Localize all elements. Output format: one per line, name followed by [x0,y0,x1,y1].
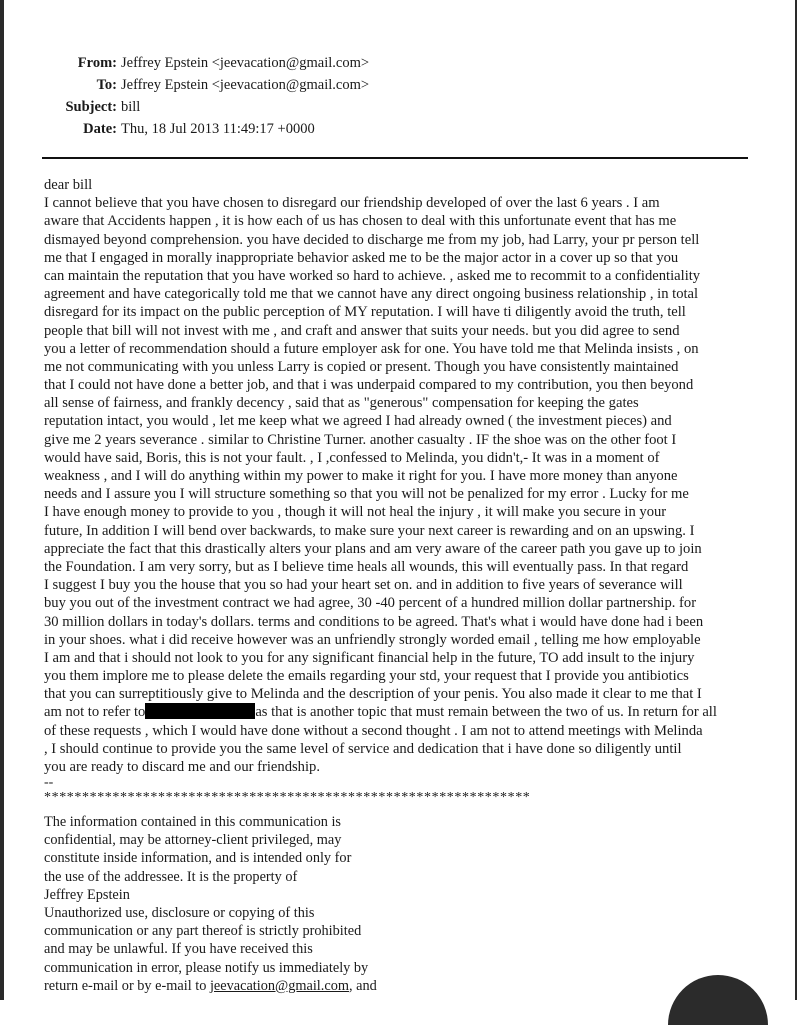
body-line: dear bill [44,177,93,193]
body-line-redacted [44,703,764,721]
date-label: Date: [83,121,117,137]
disclaimer-line: constitute inside information, and is intended only for [44,850,352,867]
disclaimer-line: communication or any part thereof is strictly prohibited [44,923,362,940]
date-row [0,118,420,140]
email-body [44,176,764,776]
body-line: I have enough money to provide to you , though it will not heal the injury , it will make you secure in your [44,504,667,521]
subject-row [0,96,420,118]
date-value: Thu, 18 Jul 2013 11:49:17 +0000 [121,121,315,137]
subject-label: Subject: [65,99,117,115]
disclaimer-text: , and [348,977,377,994]
body-line: I am and that i should not look to you for any significant financial help in the future, TO add insult to the injury [44,649,695,666]
body-line: in your shoes. what i did receive however was an unfriendly strongly worded email , telling me how employable [44,631,701,648]
from-label: From: [77,55,117,71]
header-divider [42,157,748,159]
confidentiality-disclaimer [44,813,464,995]
body-text-after-redaction: as that is another topic that must remain between the two of us. In return for all [255,704,717,721]
body-line: all sense of fairness, and frankly decency , said that as "generous" compensation for keeping the gates [44,395,639,412]
subject-value: bill [121,99,141,115]
left-border [0,0,4,1000]
body-line: aware that Accidents happen , it is how each of us has chosen to deal with this unfortunate event that has me [44,213,677,230]
to-value: Jeffrey Epstein <jeevacation@gmail.com> [121,77,370,93]
signature-separator: -- [44,775,54,790]
disclaimer-line: Unauthorized use, disclosure or copying of this [44,905,315,922]
body-line: buy you out of the investment contract we had agree, 30 -40 percent of a hundred million dollar partnership. for [44,595,697,612]
body-line: disregard for its impact on the public perception of MY reputation. I will have ti diligently avoid the truth, tell [44,304,686,321]
body-line: give me 2 years severance . similar to Christine Turner. another casualty . IF the shoe was on the other foot I [44,431,677,448]
to-label: To: [96,77,117,93]
from-value: Jeffrey Epstein <jeevacation@gmail.com> [121,55,370,71]
disclaimer-text: return e-mail or by e-mail to [44,977,210,994]
body-line: 30 million dollars in today's dollars. terms and conditions to be agreed. That's what i would have done had i been [44,613,704,630]
body-line: you are ready to discard me and our friendship. [44,759,320,775]
body-line: , I should continue to provide you the same level of service and dedication that i have done so diligently until [44,740,682,757]
body-line: me that I engaged in morally inappropriate behavior asked me to be the major actor in a cover up so that you [44,249,679,266]
disclaimer-line: and may be unlawful. If you have received this [44,941,313,958]
body-line: future, In addition I will bend over backwards, to make sure your next career is rewarding and on an upswing. I [44,522,695,539]
disclaimer-line: the use of the addressee. It is the property of [44,868,298,885]
body-line: the Foundation. I am very sorry, but as I believe time heals all wounds, this will eventually pass. In that regard [44,558,689,575]
body-line: you them implore me to please delete the emails regarding your std, your request that I provide you antibiotics [44,668,689,685]
body-line: of these requests , which I would have done without a second thought . I am not to attend meetings with Melinda [44,722,703,739]
body-line: agreement and have categorically told me that we cannot have any direct ongoing business relationship , in total [44,286,699,303]
body-line: dismayed beyond comprehension. you have decided to discharge me from my job, had Larry, your pr person tell [44,231,700,248]
body-line: can maintain the reputation that you have worked so hard to achieve. , asked me to recommit to a confidentiality [44,267,701,284]
disclaimer-line: communication in error, please notify us immediately by [44,959,369,976]
body-line: you a letter of recommendation should a future employer ask for one. You have told me that Melinda insists , on [44,340,699,357]
body-line: reputation intact, you would , let me keep what we agreed I had already owned ( the investment pieces) and [44,413,672,430]
email-link[interactable]: jeevacation@gmail.com [209,977,349,994]
body-line: I cannot believe that you have chosen to disregard our friendship developed of over the last 6 years . I am [44,195,660,212]
body-line: that I could not have done a better job, and that i was underpaid compared to my contribution, you then beyond [44,377,694,394]
body-line: that you can surreptitiously give to Melinda and the description of your penis. You also made it clear to me that I [44,686,702,703]
body-line: weakness , and I will do anything within my power to make it right for you. I have more money than anyone [44,468,678,484]
from-row [0,52,420,74]
disclaimer-line: Jeffrey Epstein [44,886,130,903]
body-line: people that bill will not invest with me , and craft and answer that suits your needs. but you did agree to send [44,322,680,339]
body-line: needs and I assure you I will structure something so that you will not be penalized for my error . Lucky for me [44,486,689,503]
body-line: would have said, Boris, this is not your fault. , I ,confessed to Melinda, you didn't,- It was in a moment of [44,449,660,466]
disclaimer-line: confidential, may be attorney-client privileged, may [44,832,342,849]
disclaimer-line: The information contained in this communication is [44,814,341,830]
body-line: me not communicating with you unless Larry is copied or present. Though you have consistently maintained [44,358,679,375]
disclaimer-last-line [44,977,464,995]
asterisk-separator: **************************************************************** [44,790,531,805]
body-text-before-redaction: am not to refer to [44,704,146,721]
body-line: appreciate the fact that this drastically alters your plans and am very aware of the career path you gave up to join [44,540,702,557]
email-header [0,52,420,140]
corner-overlay-button[interactable] [668,975,768,1025]
redaction-block [145,703,255,719]
body-line: I suggest I buy you the house that you so had your heart set on. and in addition to five years of severance will [44,577,683,594]
to-row [0,74,420,96]
